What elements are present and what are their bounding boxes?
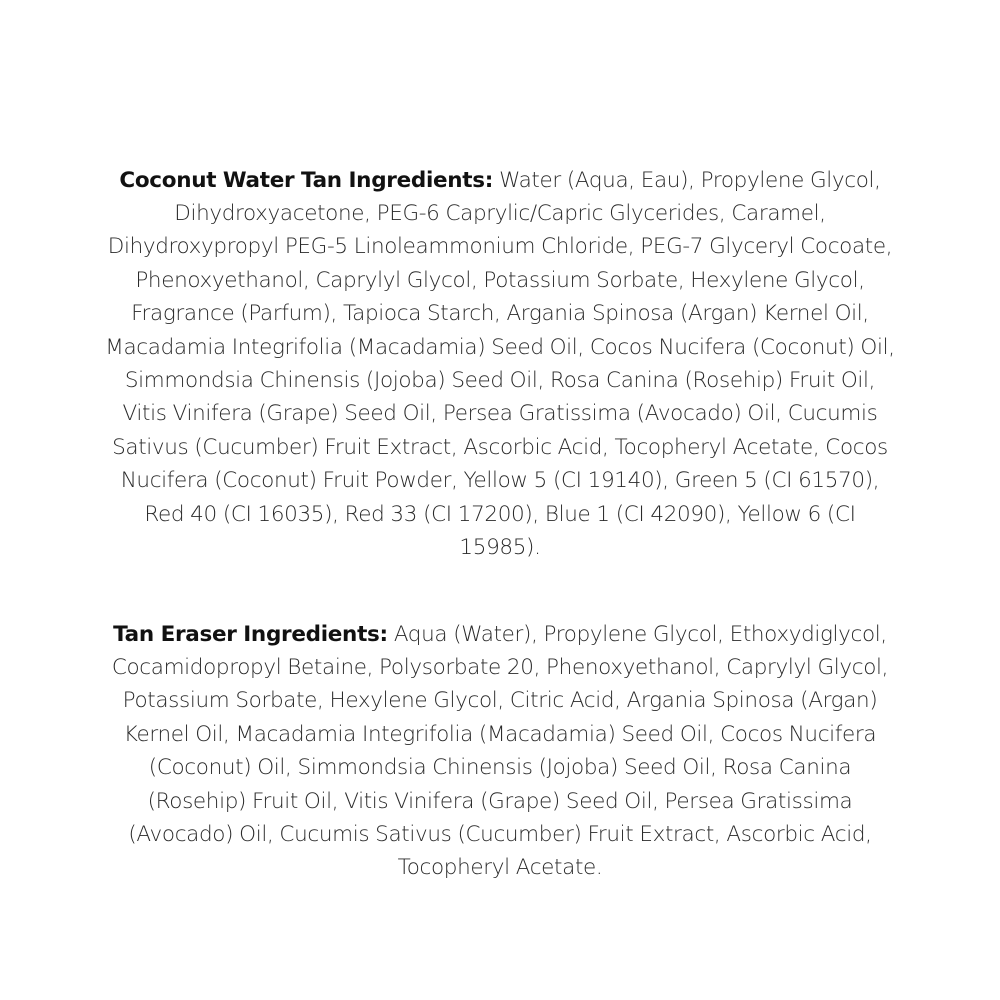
section-label: Tan Eraser Ingredients: — [113, 621, 388, 647]
ingredients-list: Aqua (Water), Propylene Glycol, Ethoxydiglycol, Cocamidopropyl Betaine, Polysorbate 20, Phenoxyethanol, Caprylyl Glycol, Potassium Sorbate, Hexylene Glycol, Citric Acid, Argania Spinosa (Argan) Kernel Oil, Macadamia Integrifolia (Macadamia) Seed Oil, Cocos Nucifera (Coconut) Oil, Simmondsia Chinensis (Jojoba) Seed Oil, Rosa Canina (Rosehip) Fruit Oil, Vitis Vinifera (Grape) Seed Oil, Persea Gratissima (Avocado) Oil, Cucumis Sativus (Cucumber) Fruit Extract, Ascorbic Acid, Tocopheryl Acetate. — [111, 621, 889, 881]
coconut-water-tan-ingredients — [104, 164, 896, 565]
ingredients-list: Water (Aqua, Eau), Propylene Glycol, Dihydroxyacetone, PEG-6 Caprylic/Capric Glycerides, Caramel, Dihydroxypropyl PEG-5 Linoleammonium Chloride, PEG-7 Glyceryl Cocoate, Phenoxyethanol, Caprylyl Glycol, Potassium Sorbate, Hexylene Glycol, Fragrance (Parfum), Tapioca Starch, Argania Spinosa (Argan) Kernel Oil, Macadamia Integrifolia (Macadamia) Seed Oil, Cocos Nucifera (Coconut) Oil, Simmondsia Chinensis (Jojoba) Seed Oil, Rosa Canina (Rosehip) Fruit Oil, Vitis Vinifera (Grape) Seed Oil, Persea Gratissima (Avocado) Oil, Cucumis Sativus (Cucumber) Fruit Extract, Ascorbic Acid, Tocopheryl Acetate, Cocos Nucifera (Coconut) Fruit Powder, Yellow 5 (CI 19140), Green 5 (CI 61570), Red 40 (CI 16035), Red 33 (CI 17200), Blue 1 (CI 42090), Yellow 6 (CI 15985). — [105, 167, 895, 560]
section-label: Coconut Water Tan Ingredients: — [119, 167, 494, 193]
tan-eraser-ingredients — [104, 618, 896, 885]
